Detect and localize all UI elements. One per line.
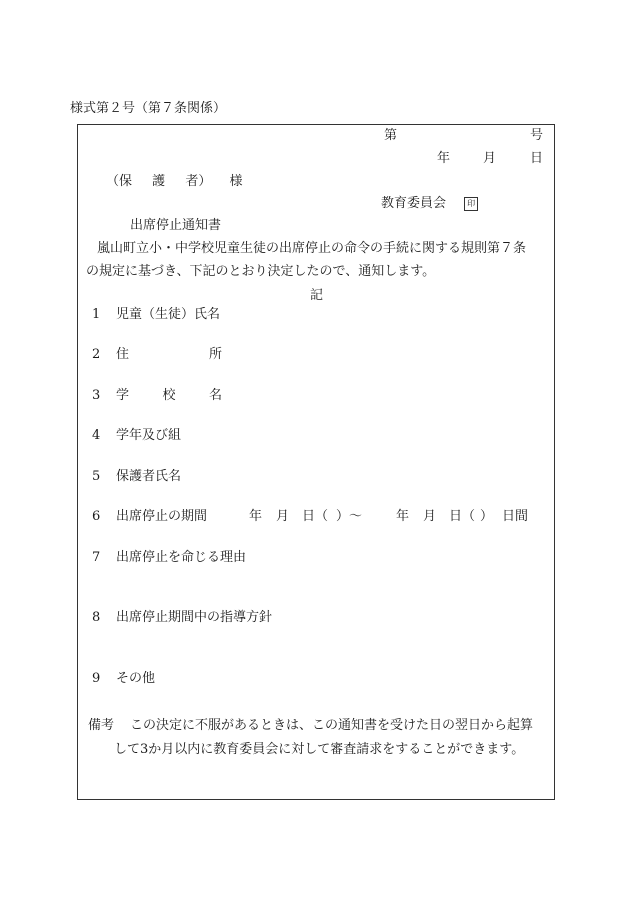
item-label: 保護者氏名 [116,469,182,484]
recipient [106,174,242,190]
item-number: 8 [92,610,101,625]
item-label: 出席停止期間中の指導方針 [116,610,273,625]
item-number: 3 [92,388,101,403]
item-number: 1 [92,307,101,322]
item-label: その他 [116,671,156,686]
item-2 [92,347,222,363]
item-6 [92,509,207,525]
item-5 [92,469,181,485]
item-number: 9 [92,671,101,686]
item-label-b: 所 [208,347,222,362]
item-label-a: 学 [116,388,130,403]
ki-heading: 記 [310,288,324,303]
period-end-year: 年 [396,509,410,524]
form-label: 様式第２号（第７条関係） [70,101,227,116]
recipient-mid: 護 [152,174,166,189]
item-number: 5 [92,469,101,484]
period-start-day: 日（ [302,509,329,524]
item-number: 7 [92,550,101,565]
number-suffix: 号 [530,128,544,143]
issuer-name: 教育委員会 [381,196,447,211]
item-8 [92,610,272,626]
note-text-content: この決定に不服があるときは、この通知書を受けた日の翌日から起算して3か月以内に教育委員会に対して審査請求をすることができます。 [114,718,534,757]
item-label: 出席停止を命じる理由 [116,550,247,565]
body-line-1: 嵐山町立小・中学校児童生徒の出席停止の命令の手続に関する規則第７条 [97,241,527,256]
item-3 [92,388,222,404]
item-9 [92,671,155,687]
recipient-close: 者） [185,174,212,189]
item-4 [92,428,181,444]
note-text [114,714,534,762]
period-start-year: 年 [249,509,263,524]
note-label: 備考 [88,718,115,733]
number-prefix: 第 [384,128,398,143]
recipient-honorific: 様 [229,174,243,189]
item-label-b: 名 [208,388,222,403]
seal-icon: 印 [464,197,478,211]
period-end-month: 月 [423,509,437,524]
item-label: 出席停止の期間 [116,509,208,524]
period-days: 日間 [502,509,529,524]
date-year: 年 [437,151,451,166]
item-label-a: 住 [116,347,130,362]
document-title: 出席停止通知書 [130,218,222,233]
period-end-close: ） [480,509,494,524]
issuer [381,196,478,212]
item-label: 児童（生徒）氏名 [116,307,221,322]
item-label: 学年及び組 [116,428,182,443]
period-end-day: 日（ [449,509,476,524]
date-day: 日 [530,151,544,166]
body-line-2: の規定に基づき、下記のとおり決定したので、通知します。 [86,264,436,279]
recipient-open: （保 [106,174,133,189]
item-7 [92,550,246,566]
period-start-month: 月 [276,509,290,524]
date-month: 月 [483,151,497,166]
item-number: 4 [92,428,101,443]
item-1 [92,307,220,323]
item-label-mid: 校 [162,388,176,403]
item-number: 6 [92,509,101,524]
period-start-close: ）〜 [336,509,363,524]
item-number: 2 [92,347,101,362]
